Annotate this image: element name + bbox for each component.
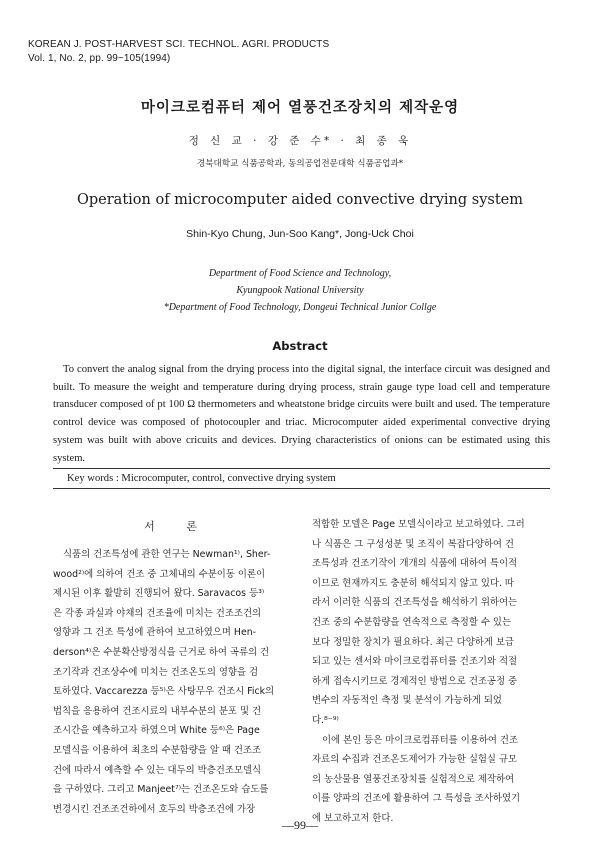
text-line: 건에 따라서 예측할 수 있는 대두의 박층건조모델식 — [53, 764, 262, 776]
text-line: 제시된 이후 활발히 진행되어 왔다. Saravacos 등³⁾ — [53, 588, 265, 600]
text-line: 모델식을 이용하여 최초의 수분함량을 알 때 건조조 — [53, 744, 262, 756]
journal-title: KOREAN J. POST-HARVEST SCI. TECHNOL. AGRI. PRODUCTS — [28, 39, 330, 50]
text-line: 적합한 모델은 Page 모델식이라고 보고하였다. 그러 — [312, 519, 525, 530]
journal-header — [28, 38, 329, 66]
abstract-body — [53, 361, 550, 467]
text-line: 법칙을 응용하여 건조시료의 내부수분의 분포 및 건 — [53, 705, 262, 717]
text-line: 나 식품은 그 구성성분 및 조직이 복잡다양하여 건 — [312, 538, 514, 550]
affiliation-line-3: *Department of Food Technology, Dongeui Technical Junior Collge — [163, 302, 437, 313]
text-line: 이에 본인 등은 마이크로컴퓨터를 이용하여 건조 — [322, 734, 519, 746]
text-line: 이를 양파의 건조에 활용하여 그 특성을 조사하였기 — [312, 793, 521, 805]
page-number: —99— — [282, 818, 318, 832]
text-line: 조기작과 건조상수에 미치는 건조온도의 영향을 검 — [53, 666, 259, 678]
text-line: 조특성과 건조기작이 개개의 식품에 대하여 특이적 — [312, 558, 518, 570]
affiliation-line-1: Department of Food Science and Technology, — [208, 268, 392, 279]
abstract-text: To convert the analog signal from the drying process into the digital signal, the interface circuit was designed and built. To measure the weight and temperature during drying process, strain gauge type load cell and temperature transducer composed of pt 100 Ω thermometers and wheatstone bridge circuits were built and used. The temperature control device was composed of photocoupler and triac. Microcomputer aided experimental convective drying system was built with above cricuits and devices. Drying characteristics of onions can be estimated using this system. — [53, 364, 550, 464]
text-line: 은 각종 과실과 야채의 건조율에 미치는 건조조건의 — [53, 607, 262, 619]
text-line: 다.⁸⁻⁹⁾ — [312, 714, 339, 726]
text-line: 에 보고하고저 한다. — [312, 812, 394, 824]
right-column — [312, 515, 551, 829]
authors-english: Shin-Kyo Chung, Jun-Soo Kang*, Jong-Uck Choi — [186, 228, 414, 240]
text-line: 자료의 수집과 건조온도제어가 가능한 실험실 규모 — [312, 754, 518, 766]
text-line: 하게 접속시키므로 경제적인 방법으로 건조공정 중 — [312, 675, 518, 687]
journal-volume: Vol. 1, No. 2, pp. 99~105(1994) — [28, 53, 171, 64]
keywords: Key words : Microcomputer, control, convective drying system — [53, 468, 550, 489]
text-line: 건조 중의 수분함량을 연속적으로 측정할 수 있는 — [312, 616, 512, 628]
text-line: 되고 있는 센서와 마이크로컴퓨터를 건조기와 적절 — [312, 656, 518, 668]
text-line: 변수의 자동적인 측정 및 분석이 가능하게 되었 — [312, 695, 502, 707]
left-column — [53, 545, 292, 819]
affiliation-korean: 경북대학교 식품공학과, 동의공업전문대학 식품공업과* — [196, 159, 404, 169]
abstract-heading: Abstract — [272, 339, 328, 353]
text-line: 보다 정밀한 장치가 필요하다. 최근 다양하게 보급 — [312, 636, 514, 648]
text-line: derson⁴⁾은 수분확산방정식을 근거로 하여 곡류의 건 — [53, 646, 270, 658]
text-line: 식품의 건조특성에 관한 연구는 Newman¹⁾, Sher- — [63, 549, 271, 560]
intro-paragraph-1-continued — [312, 515, 551, 731]
affiliation-english — [0, 265, 600, 316]
paper-title-korean: 마이크로컴퓨터 제어 열풍건조장치의 제작운영 — [140, 100, 460, 116]
text-line: 이므로 현재까지도 충분히 해석되지 않고 있다. 따 — [312, 577, 514, 589]
text-line: 영향과 그 건조 특성에 관하여 보고하였으며 Hen- — [53, 627, 257, 639]
paper-title-english: Operation of microcomputer aided convective drying system — [77, 192, 523, 208]
affiliation-line-2: Kyungpook National University — [236, 285, 364, 296]
text-line: 조시간을 예측하고자 하였으며 White 등⁶⁾은 Page — [53, 725, 260, 737]
text-line: 라서 이러한 식품의 건조특성을 해석하기 위하여는 — [312, 597, 518, 609]
text-line: wood²⁾에 의하여 건조 중 고체내의 수분이동 이론이 — [53, 568, 266, 580]
section-heading-introduction: 서 론 — [144, 520, 197, 533]
intro-paragraph-1 — [53, 545, 292, 819]
text-line: 을 구하였다. 그리고 Manjeet⁷⁾는 건조온도와 습도를 — [53, 784, 269, 796]
text-line: 토하였다. Vaccarezza 등⁵⁾은 사탕무우 건조시 Fick의 — [53, 686, 275, 698]
text-line: 변경시킨 건조조건하에서 호두의 박층조건에 가장 — [53, 803, 256, 815]
text-line: 의 농산물용 열풍건조장치를 실험적으로 제작하여 — [312, 773, 515, 785]
authors-korean: 정 신 교 · 강 준 수* · 최 종 욱 — [188, 135, 412, 147]
intro-paragraph-2 — [312, 731, 551, 829]
